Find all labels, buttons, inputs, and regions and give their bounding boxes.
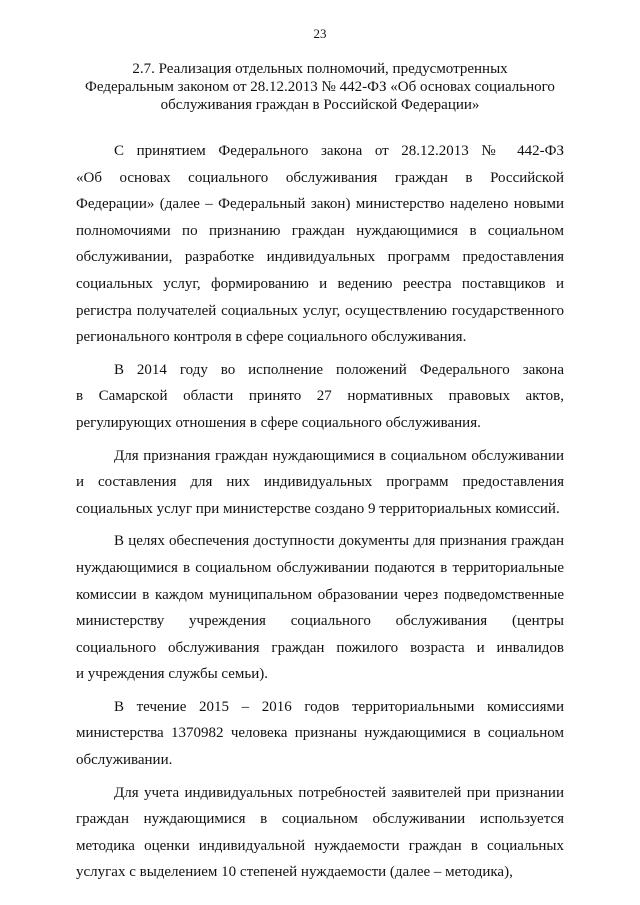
paragraph — [76, 780, 564, 886]
paragraph-line: Федерации» (далее – Федеральный закон) министерство наделено новыми — [76, 196, 564, 213]
paragraph-line: «Об основах социального обслуживания граждан в Российской — [76, 169, 564, 186]
paragraph-line: регионального контроля в сфере социального обслуживания. — [76, 329, 467, 346]
paragraph — [76, 357, 564, 437]
paragraph-line: В течение 2015 – 2016 годов территориальными комиссиями — [114, 698, 564, 715]
paragraph-line: Для признания граждан нуждающимися в социальном обслуживании — [114, 447, 564, 464]
paragraph-line: граждан нуждающимися в социальном обслуживании используется — [76, 811, 564, 828]
paragraph — [76, 694, 564, 774]
paragraph — [76, 528, 564, 688]
paragraph-line: полномочиями по признанию граждан нуждающимися в социальном — [76, 222, 564, 239]
paragraph-line: обслуживании. — [76, 752, 173, 769]
paragraph-line: социальных услуг при министерстве создано 9 территориальных комиссий. — [76, 500, 560, 517]
page-number: 23 — [313, 26, 327, 41]
heading-line: 2.7. Реализация отдельных полномочий, предусмотренных — [132, 61, 508, 77]
heading-line: обслуживания граждан в Российской Федерации» — [160, 97, 480, 113]
paragraph-line: услугах с выделением 10 степеней нуждаемости (далее – методика), — [76, 864, 513, 881]
paragraph-line: комиссии в каждом муниципальном образовании через подведомственные — [76, 586, 564, 603]
heading-line: Федеральным законом от 28.12.2013 № 442-ФЗ «Об основах социального — [85, 79, 555, 95]
paragraph-line: регистра получателей социальных услуг, осуществлению государственного — [76, 302, 564, 319]
paragraph-line: и учреждения службы семьи). — [76, 666, 269, 683]
paragraph-line: обслуживании, разработке индивидуальных программ предоставления — [76, 249, 564, 266]
paragraph-line: социального обслуживания граждан пожилого возраста и инвалидов — [76, 639, 564, 656]
paragraph-line: методика оценки индивидуальной нуждаемости граждан в социальных — [76, 837, 564, 854]
paragraph-line: В 2014 году во исполнение положений Федерального закона — [114, 361, 564, 378]
paragraph — [76, 443, 564, 523]
paragraph — [76, 138, 564, 351]
paragraph-line: в Самарской области принято 27 нормативных правовых актов, — [76, 388, 564, 405]
document-body — [76, 138, 564, 892]
paragraph-line: министерству учреждения социального обслуживания (центры — [76, 613, 564, 630]
section-heading — [70, 60, 570, 114]
paragraph-line: С принятием Федерального закона от 28.12.2013 № 442-ФЗ — [114, 143, 564, 159]
paragraph-line: и составления для них индивидуальных программ предоставления — [76, 474, 564, 491]
paragraph-line: социальных услуг, формированию и ведению реестра поставщиков и — [76, 275, 564, 292]
paragraph-line: регулирующих отношения в сфере социального обслуживания. — [76, 414, 481, 431]
paragraph-line: Для учета индивидуальных потребностей заявителей при признании — [114, 784, 564, 801]
paragraph-line: министерства 1370982 человека признаны нуждающимися в социальном — [76, 725, 564, 742]
paragraph-line: нуждающимися в социальном обслуживании подаются в территориальные — [76, 559, 564, 576]
paragraph-line: В целях обеспечения доступности документы для признания граждан — [114, 533, 564, 550]
